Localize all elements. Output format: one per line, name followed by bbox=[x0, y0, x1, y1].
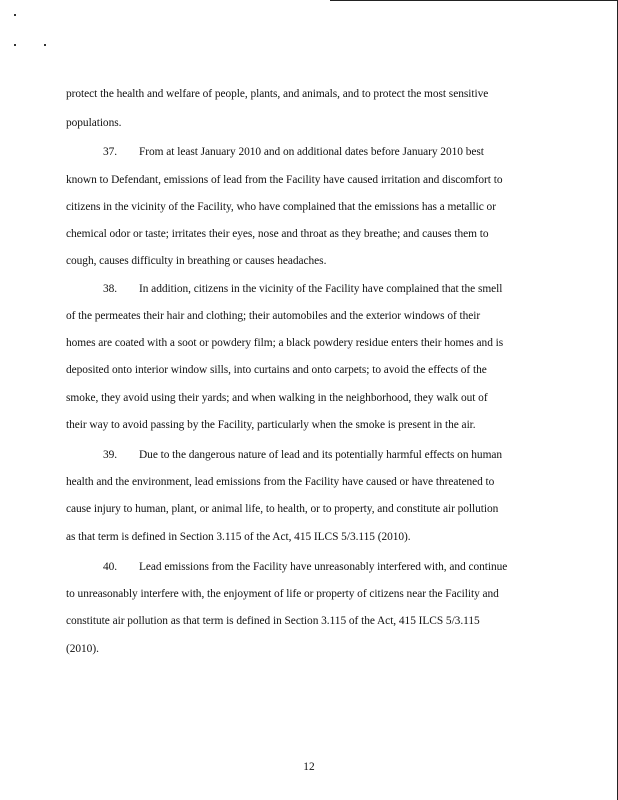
body-text-line: (2010). bbox=[66, 643, 99, 655]
body-text-line: of the permeates their hair and clothing; their automobiles and the exterior windows of their bbox=[66, 310, 481, 322]
body-text-line: their way to avoid passing by the Facility, particularly when the smoke is present in the air. bbox=[66, 419, 476, 431]
paragraph-number: 38. bbox=[103, 283, 118, 295]
body-text-line: deposited onto interior window sills, into curtains and onto carpets; to avoid the effects of the bbox=[66, 364, 487, 376]
body-text-line: to unreasonably interfere with, the enjoyment of life or property of citizens near the Facility and bbox=[66, 588, 499, 600]
body-text-line: constitute air pollution as that term is defined in Section 3.115 of the Act, 415 ILCS 5/3.115 bbox=[66, 615, 480, 627]
paragraph-39-first-line: 39. Due to the dangerous nature of lead and its potentially harmful effects on human bbox=[103, 449, 503, 461]
paragraph-number: 40. bbox=[103, 561, 118, 573]
body-text-line: as that term is defined in Section 3.115 of the Act, 415 ILCS 5/3.115 (2010). bbox=[66, 531, 411, 543]
body-text-line: known to Defendant, emissions of lead from the Facility have caused irritation and discomfort to bbox=[66, 174, 503, 186]
body-text-line: homes are coated with a soot or powdery film; a black powdery residue enters their homes and is bbox=[66, 337, 504, 349]
body-text-line: protect the health and welfare of people, plants, and animals, and to protect the most sensitive bbox=[66, 88, 489, 100]
scan-speck bbox=[44, 44, 46, 46]
paragraph-37-first-line: 37. From at least January 2010 and on additional dates before January 2010 best bbox=[103, 146, 484, 158]
scan-edge-top bbox=[330, 0, 618, 1]
body-text-line: populations. bbox=[66, 117, 122, 129]
body-text-line: health and the environment, lead emissions from the Facility have caused or have threatened to bbox=[66, 476, 495, 488]
page-number: 12 bbox=[303, 761, 315, 773]
body-text-line: smoke, they avoid using their yards; and when walking in the neighborhood, they walk out of bbox=[66, 392, 488, 404]
body-text-line: citizens in the vicinity of the Facility, who have complained that the emissions has a metallic or bbox=[66, 201, 496, 213]
paragraph-40-first-line: 40. Lead emissions from the Facility have unreasonably interfered with, and continue bbox=[103, 561, 508, 573]
paragraph-number: 39. bbox=[103, 449, 118, 461]
paragraph-38-first-line: 38. In addition, citizens in the vicinity of the Facility have complained that the smell bbox=[103, 283, 503, 295]
scan-speck bbox=[14, 44, 16, 46]
scan-speck bbox=[14, 14, 16, 16]
paragraph-number: 37. bbox=[103, 146, 118, 158]
body-text-line: cause injury to human, plant, or animal life, to health, or to property, and constitute air pollution bbox=[66, 503, 499, 515]
body-text-line: chemical odor or taste; irritates their eyes, nose and throat as they breathe; and causes them to bbox=[66, 228, 489, 240]
body-text-line: cough, causes difficulty in breathing or causes headaches. bbox=[66, 255, 327, 267]
